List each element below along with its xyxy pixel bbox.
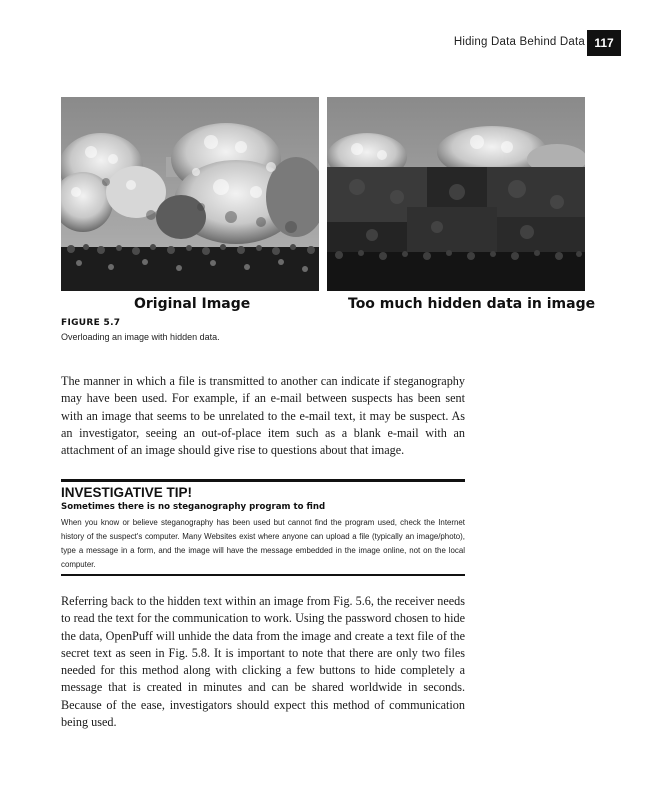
running-header-title: Hiding Data Behind Data — [453, 36, 585, 48]
tip-subtitle: Sometimes there is no steganography program to find — [61, 502, 326, 512]
tip-bottom-rule — [61, 574, 465, 576]
figure-caption: Overloading an image with hidden data. — [61, 332, 220, 342]
body-paragraph-1: The manner in which a file is transmitted to another can indicate if steganography may have been used. For example, if an e-mail between suspects has been sent with an image that seems to be unrelated to the e-mail text, it may be suspect. As an investigator, seeing an out-of-place item such as a blank e-mail with an attachment of an image should give rise to questions about that image. — [61, 374, 465, 458]
tip-top-rule — [61, 479, 465, 482]
original-image-label: Original Image — [134, 296, 251, 312]
figure-number: FIGURE 5.7 — [61, 318, 121, 328]
page-number: 117 — [587, 30, 621, 56]
original-image-photo — [61, 97, 319, 291]
body-paragraph-2: Referring back to the hidden text within an image from Fig. 5.6, the receiver needs to read the text for the communication to work. Using the password chosen to hide the data, OpenPuff will unhide the data from the image and create a text file of the secret text as seen in Fig. 5.8. It is important to note that there are only two files needed for this method along with clicking a few buttons to hide completely a message that is created in minutes and can be shared worldwide in seconds. Because of the ease, investigators should expect this method of communication being used. — [61, 594, 465, 730]
tip-title: INVESTIGATIVE TIP! — [61, 485, 193, 500]
overloaded-image-photo — [327, 97, 585, 291]
tip-body: When you know or believe steganography has been used but cannot find the program used, check the Internet history of the suspect's computer. Many Websites exist where anyone can upload a file (typically an image/photo), type a message in a form, and the image will have the message embedded in the image online, not on the local computer. — [61, 518, 465, 569]
hidden-data-image-label: Too much hidden data in image — [348, 296, 596, 312]
